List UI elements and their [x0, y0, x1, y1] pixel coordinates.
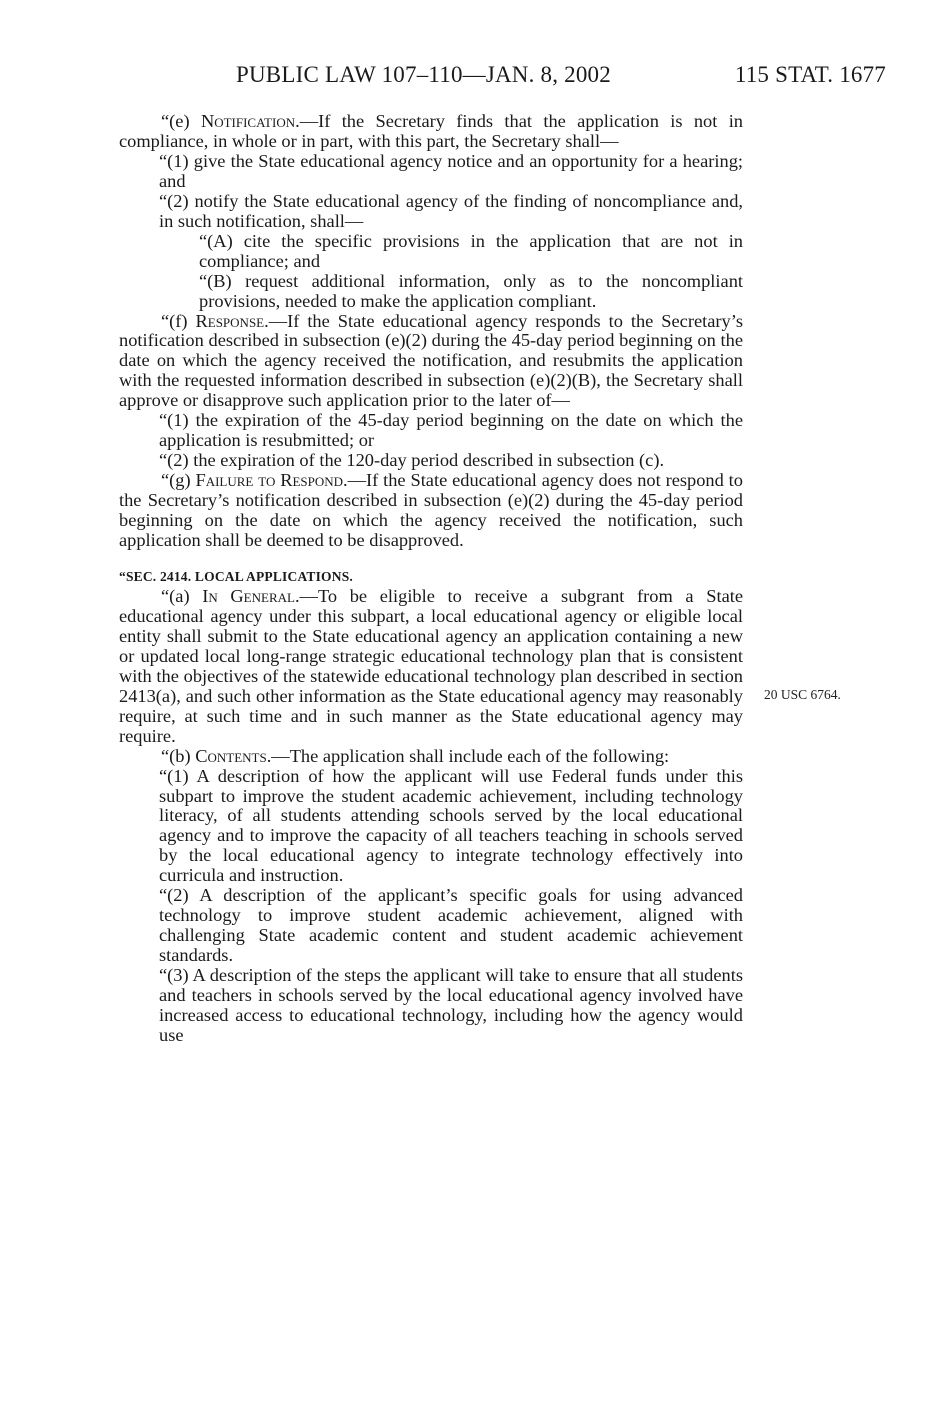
- subsection-heading: Failure to Respond: [195, 470, 344, 491]
- paragraph-g-failure-to-respond: “(g) Failure to Respond.—If the State educational agency does not respond to the Secretary’s notification described in subsection (e)(2) during the 45-day period beginning on the date on which the agency received the notification, such application shall be deemed to be disapproved.: [119, 470, 743, 551]
- clause-e-1: “(1) give the State educational agency notice and an opportunity for a hearing; and: [159, 150, 743, 191]
- subsection-heading: Notification: [200, 111, 296, 131]
- statute-body: [119, 112, 743, 1046]
- stat-page-number: 115 STAT. 1677: [734, 62, 886, 87]
- section-heading: “SEC. 2414. LOCAL APPLICATIONS.: [119, 568, 353, 584]
- clause-e-2-B: “(B) request additional information, only as to the noncompliant provisions, needed to make the application compliant.: [199, 270, 743, 311]
- paragraph-e-notification: “(e) Notification.—If the Secretary finds that the application is not in compliance, in whole or in part, with this part, the Secretary shall—: [119, 111, 744, 151]
- clause-b-3: “(3) A description of the steps the applicant will take to ensure that all students and teachers in schools served by the local educational agency involved have increased access to educational technology, including how the agency would use: [159, 965, 743, 1045]
- paragraph-f-response: “(f) Response.—If the State educational agency responds to the Secretary’s notification described in subsection (e)(2) during the 45-day period beginning on the date on which the agency received the notification, and resubmits the application with the requested information described in subsection (e)(2)(B), the Secretary shall approve or disapprove such application prior to the later of—: [119, 310, 743, 411]
- subsection-heading: Response: [195, 310, 265, 331]
- clause-b-2: “(2) A description of the applicant’s specific goals for using advanced technology to improve student academic achievement, aligned with challenging State academic content and student academic achievement standards.: [159, 885, 743, 966]
- usc-citation-note: 20 USC 6764.: [764, 687, 841, 702]
- paragraph-b-contents: “(b) Contents.—The application shall include each of the following:: [161, 745, 670, 766]
- clause-e-2: “(2) notify the State educational agency of the finding of noncompliance and, in such notification, shall—: [159, 190, 743, 231]
- paragraph-a-in-general: “(a) In General.—To be eligible to receive a subgrant from a State educational agency under this subpart, a local educational agency or eligible local entity shall submit to the State educational agency an application containing a new or updated local long-range strategic educational technology plan that is consistent with the objectives of the statewide educational technology plan described in section 2413(a), and such other information as the State educational agency may reasonably require, at such time and in such manner as the State educational agency may require.: [119, 585, 744, 746]
- clause-e-2-A: “(A) cite the specific provisions in the application that are not in compliance; and: [199, 230, 743, 271]
- subsection-heading: Contents: [195, 745, 267, 766]
- clause-f-2: “(2) the expiration of the 120-day period described in subsection (c).: [159, 450, 665, 471]
- page-header: [236, 62, 886, 94]
- clause-b-1: “(1) A description of how the applicant will use Federal funds under this subpart to improve the student academic achievement, including technology literacy, of all students attending schools served by the local educational agency and to improve the capacity of all teachers teaching in schools served by the local educational agency to integrate technology effectively into curricula and instruction.: [159, 765, 743, 886]
- clause-f-1: “(1) the expiration of the 45-day period beginning on the date on which the application is resubmitted; or: [159, 410, 743, 451]
- subsection-heading: In General: [202, 585, 295, 606]
- running-head: PUBLIC LAW 107–110—JAN. 8, 2002: [236, 62, 611, 87]
